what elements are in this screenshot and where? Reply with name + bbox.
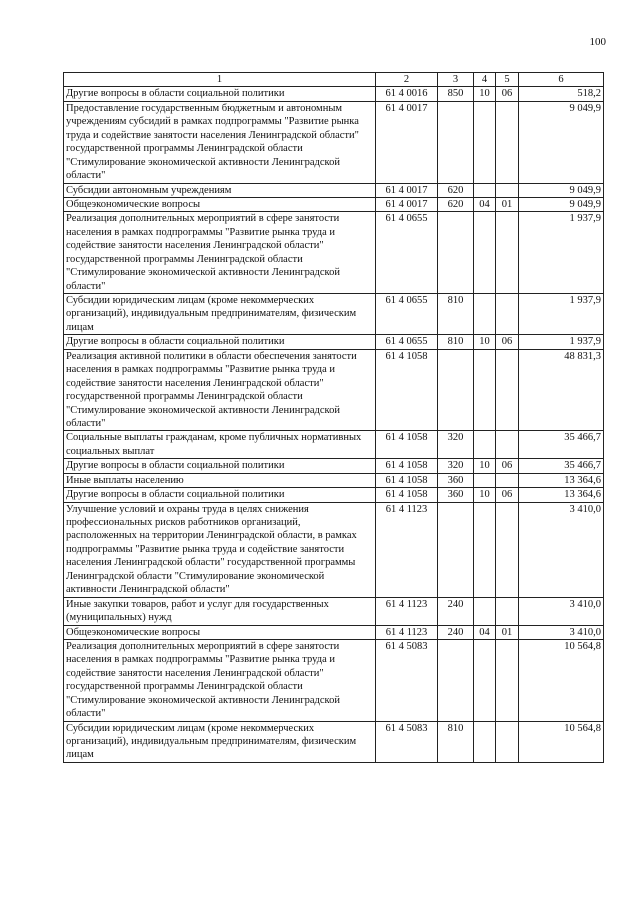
row-name: Реализация дополнительных мероприятий в сфере занятости населения в рамках подпрограммы "Развитие рынка труда и содействие занятости населения Ленинградской области" государственной программы Ленинградской области "Стимулирование экономической активности Ленинградской области" [64, 639, 376, 721]
row-name: Общеэкономические вопросы [64, 197, 376, 211]
row-expense-type [438, 212, 474, 294]
row-name: Субсидии юридическим лицам (кроме некоммерческих организаций), индивидуальным предпринимателям, физическим лицам [64, 721, 376, 762]
row-expense-type: 850 [438, 87, 474, 101]
row-subsection: 01 [496, 625, 519, 639]
header-col-3: 3 [438, 73, 474, 87]
row-subsection [496, 101, 519, 183]
table-row [64, 212, 604, 294]
row-amount: 9 049,9 [519, 101, 604, 183]
row-amount: 48 831,3 [519, 349, 604, 431]
row-code: 61 4 0655 [376, 294, 438, 335]
row-code: 61 4 1058 [376, 488, 438, 502]
row-subsection [496, 349, 519, 431]
row-subsection [496, 721, 519, 762]
row-expense-type [438, 639, 474, 721]
row-expense-type [438, 101, 474, 183]
header-col-5: 5 [496, 73, 519, 87]
row-section: 04 [474, 197, 496, 211]
table-row [64, 597, 604, 625]
row-expense-type: 320 [438, 459, 474, 473]
table-row [64, 349, 604, 431]
row-expense-type: 240 [438, 625, 474, 639]
row-section [474, 597, 496, 625]
row-expense-type [438, 349, 474, 431]
row-amount: 13 364,6 [519, 488, 604, 502]
row-code: 61 4 0017 [376, 183, 438, 197]
table-row [64, 335, 604, 349]
row-section [474, 212, 496, 294]
row-section [474, 101, 496, 183]
table-row [64, 459, 604, 473]
table-row [64, 197, 604, 211]
row-expense-type: 810 [438, 294, 474, 335]
row-section [474, 502, 496, 597]
row-subsection [496, 502, 519, 597]
row-expense-type: 810 [438, 335, 474, 349]
row-code: 61 4 0017 [376, 101, 438, 183]
table-row [64, 183, 604, 197]
row-amount: 3 410,0 [519, 502, 604, 597]
row-name: Улучшение условий и охраны труда в целях снижения профессиональных рисков работников организаций, расположенных на территории Ленинградской области, в рамках подпрограммы "Развитие рынка труда и содействие занятости населения Ленинградской области" государственной программы Ленинградской области "Стимулирование экономической активности Ленинградской области" [64, 502, 376, 597]
row-name: Реализация активной политики в области обеспечения занятости населения в рамках подпрограммы "Развитие рынка труда и содействие занятости населения Ленинградской области" государственной программы Ленинградской области "Стимулирование экономической активности Ленинградской области" [64, 349, 376, 431]
table-header-row [64, 73, 604, 87]
row-expense-type: 620 [438, 183, 474, 197]
row-name: Социальные выплаты гражданам, кроме публичных нормативных социальных выплат [64, 431, 376, 459]
table-row [64, 87, 604, 101]
row-amount: 518,2 [519, 87, 604, 101]
row-expense-type: 320 [438, 431, 474, 459]
row-section [474, 721, 496, 762]
row-section [474, 294, 496, 335]
row-section [474, 183, 496, 197]
table-row [64, 502, 604, 597]
table-row [64, 625, 604, 639]
row-section [474, 349, 496, 431]
row-code: 61 4 0655 [376, 335, 438, 349]
row-subsection [496, 431, 519, 459]
row-code: 61 4 1123 [376, 597, 438, 625]
header-col-6: 6 [519, 73, 604, 87]
row-name: Другие вопросы в области социальной политики [64, 488, 376, 502]
row-subsection: 06 [496, 87, 519, 101]
row-amount: 13 364,6 [519, 473, 604, 487]
row-subsection [496, 473, 519, 487]
row-name: Другие вопросы в области социальной политики [64, 459, 376, 473]
row-name: Иные выплаты населению [64, 473, 376, 487]
header-col-2: 2 [376, 73, 438, 87]
row-expense-type [438, 502, 474, 597]
table-row [64, 473, 604, 487]
row-section: 10 [474, 335, 496, 349]
row-section [474, 473, 496, 487]
header-col-4: 4 [474, 73, 496, 87]
row-subsection [496, 597, 519, 625]
table-row [64, 431, 604, 459]
row-name: Реализация дополнительных мероприятий в сфере занятости населения в рамках подпрограммы "Развитие рынка труда и содействие занятости населения Ленинградской области" государственной программы Ленинградской области "Стимулирование экономической активности Ленинградской области" [64, 212, 376, 294]
table-row [64, 294, 604, 335]
row-name: Субсидии юридическим лицам (кроме некоммерческих организаций), индивидуальным предпринимателям, физическим лицам [64, 294, 376, 335]
row-name: Субсидии автономным учреждениям [64, 183, 376, 197]
row-subsection [496, 183, 519, 197]
table-row [64, 101, 604, 183]
row-subsection: 06 [496, 459, 519, 473]
row-code: 61 4 1058 [376, 459, 438, 473]
row-section: 10 [474, 488, 496, 502]
table-row [64, 488, 604, 502]
row-code: 61 4 1058 [376, 473, 438, 487]
table-body [64, 87, 604, 762]
row-code: 61 4 1123 [376, 502, 438, 597]
row-amount: 1 937,9 [519, 294, 604, 335]
row-amount: 10 564,8 [519, 639, 604, 721]
row-expense-type: 360 [438, 473, 474, 487]
row-subsection: 06 [496, 488, 519, 502]
row-name: Общеэкономические вопросы [64, 625, 376, 639]
row-section [474, 431, 496, 459]
row-name: Предоставление государственным бюджетным и автономным учреждениям субсидий в рамках подпрограммы "Развитие рынка труда и содействие занятости населения Ленинградской области" государственной программы Ленинградской области "Стимулирование экономической активности Ленинградской области" [64, 101, 376, 183]
row-subsection: 01 [496, 197, 519, 211]
row-name: Другие вопросы в области социальной политики [64, 335, 376, 349]
row-section: 10 [474, 87, 496, 101]
row-expense-type: 360 [438, 488, 474, 502]
table-row [64, 639, 604, 721]
row-subsection: 06 [496, 335, 519, 349]
row-section: 04 [474, 625, 496, 639]
row-expense-type: 810 [438, 721, 474, 762]
row-code: 61 4 1058 [376, 431, 438, 459]
row-code: 61 4 0655 [376, 212, 438, 294]
row-code: 61 4 5083 [376, 721, 438, 762]
row-amount: 10 564,8 [519, 721, 604, 762]
row-code: 61 4 1123 [376, 625, 438, 639]
row-code: 61 4 0016 [376, 87, 438, 101]
row-expense-type: 620 [438, 197, 474, 211]
row-amount: 3 410,0 [519, 597, 604, 625]
row-code: 61 4 5083 [376, 639, 438, 721]
row-name: Другие вопросы в области социальной политики [64, 87, 376, 101]
row-amount: 1 937,9 [519, 212, 604, 294]
row-code: 61 4 0017 [376, 197, 438, 211]
row-code: 61 4 1058 [376, 349, 438, 431]
row-amount: 9 049,9 [519, 183, 604, 197]
row-amount: 35 466,7 [519, 459, 604, 473]
row-amount: 9 049,9 [519, 197, 604, 211]
header-col-1: 1 [64, 73, 376, 87]
row-subsection [496, 639, 519, 721]
budget-table [63, 72, 604, 763]
row-subsection [496, 212, 519, 294]
row-amount: 3 410,0 [519, 625, 604, 639]
row-subsection [496, 294, 519, 335]
table-row [64, 721, 604, 762]
row-name: Иные закупки товаров, работ и услуг для государственных (муниципальных) нужд [64, 597, 376, 625]
row-amount: 35 466,7 [519, 431, 604, 459]
page-number: 100 [589, 36, 606, 48]
row-expense-type: 240 [438, 597, 474, 625]
row-section [474, 639, 496, 721]
row-section: 10 [474, 459, 496, 473]
row-amount: 1 937,9 [519, 335, 604, 349]
